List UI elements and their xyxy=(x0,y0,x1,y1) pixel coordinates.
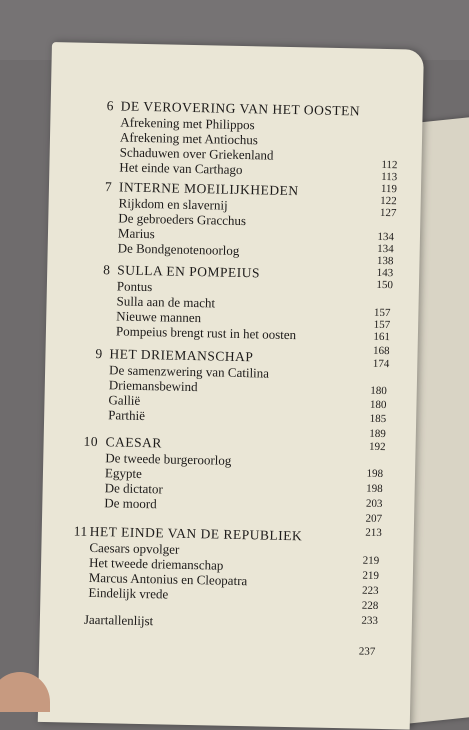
toc-entry: Afrekening met Antiochus xyxy=(119,129,259,148)
page-number: 219 xyxy=(362,569,380,582)
page-number: 138 xyxy=(376,254,394,268)
page-number: 207 xyxy=(365,512,383,526)
page-number: 112 xyxy=(381,158,398,172)
page-number: 223 xyxy=(361,584,379,597)
page-number: 228 xyxy=(361,599,379,612)
page-number: 143 xyxy=(376,266,394,280)
toc-entry: Pompeius brengt rust in het oosten xyxy=(115,323,297,343)
page-number: 189 xyxy=(369,427,386,441)
toc-entry: Het tweede driemanschap xyxy=(88,554,224,573)
toc-entry: Marcus Antonius en Cleopatra xyxy=(88,569,248,589)
page-number: 185 xyxy=(369,412,387,426)
toc-entry: Schaduwen over Griekenland xyxy=(119,144,274,163)
page-number: 119 xyxy=(380,182,398,196)
toc-entry: Eindelijk vrede xyxy=(88,584,169,602)
toc-entry: Marius xyxy=(117,225,156,242)
toc-entry: Egypte xyxy=(104,465,142,481)
section-11-number: 11 xyxy=(73,523,88,539)
toc-entry: Afrekening met Philippos xyxy=(120,114,255,133)
toc-entry: Gallië xyxy=(108,392,141,408)
appendix-entry: Jaartallenlijst xyxy=(83,611,154,629)
toc-entry: De gebroeders Gracchus xyxy=(118,210,247,229)
page-number: 237 xyxy=(358,645,376,658)
toc-entry: Sulla aan de macht xyxy=(116,293,216,311)
toc-entry: Het einde van Carthago xyxy=(119,159,243,178)
page-number: 161 xyxy=(373,330,391,344)
page-number: 134 xyxy=(377,230,395,244)
toc-entry: Parthië xyxy=(108,407,146,424)
section-10-number: 10 xyxy=(83,433,99,450)
page-number: 168 xyxy=(372,344,390,358)
section-6-number: 6 xyxy=(106,98,115,114)
toc-entry: De tweede burgeroorlog xyxy=(105,450,232,468)
section-9-title: HET DRIEMANSCHAP xyxy=(109,346,254,365)
page-number: 157 xyxy=(373,318,391,332)
book-page xyxy=(38,42,424,730)
page-number: 122 xyxy=(380,194,397,208)
section-8-number: 8 xyxy=(103,262,111,278)
toc-entry: De Bondgenotenoorlog xyxy=(117,240,240,258)
page-number: 198 xyxy=(366,482,383,496)
section-7-title: INTERNE MOEILIJKHEDEN xyxy=(118,179,299,199)
page-number: 203 xyxy=(365,497,383,511)
page-number: 219 xyxy=(362,554,380,567)
page-number: 180 xyxy=(370,384,387,398)
page-number: 127 xyxy=(379,206,397,220)
page-number: 198 xyxy=(366,467,384,481)
section-9-number: 9 xyxy=(95,345,103,362)
page-number: 150 xyxy=(376,278,394,292)
toc-entry: De dictator xyxy=(104,480,163,497)
section-11-title: HET EINDE VAN DE REPUBLIEK xyxy=(89,523,303,544)
section-8-title: SULLA EN POMPEIUS xyxy=(117,262,261,281)
toc-entry: Driemansbewind xyxy=(108,377,198,395)
section-6-title: DE VEROVERING VAN HET OOSTEN xyxy=(120,98,361,119)
toc-entry: Caesars opvolger xyxy=(89,539,180,557)
page-number: 192 xyxy=(368,440,386,454)
toc-entry: Pontus xyxy=(116,278,153,295)
toc-entry: De samenzwering van Catilina xyxy=(108,362,270,381)
toc-entry: De moord xyxy=(104,495,157,512)
page-number: 113 xyxy=(381,170,398,184)
page-number: 134 xyxy=(377,242,394,256)
page-number: 157 xyxy=(373,306,391,320)
page-number: 180 xyxy=(369,398,387,412)
section-7-number: 7 xyxy=(104,179,113,195)
page-number: 213 xyxy=(365,526,382,540)
toc-entry: Nieuwe mannen xyxy=(116,308,202,326)
page-number: 174 xyxy=(372,357,390,371)
toc-entry: Rijkdom en slavernij xyxy=(118,195,228,213)
section-10-title: CAESAR xyxy=(105,434,163,451)
page-number: 233 xyxy=(361,614,379,627)
